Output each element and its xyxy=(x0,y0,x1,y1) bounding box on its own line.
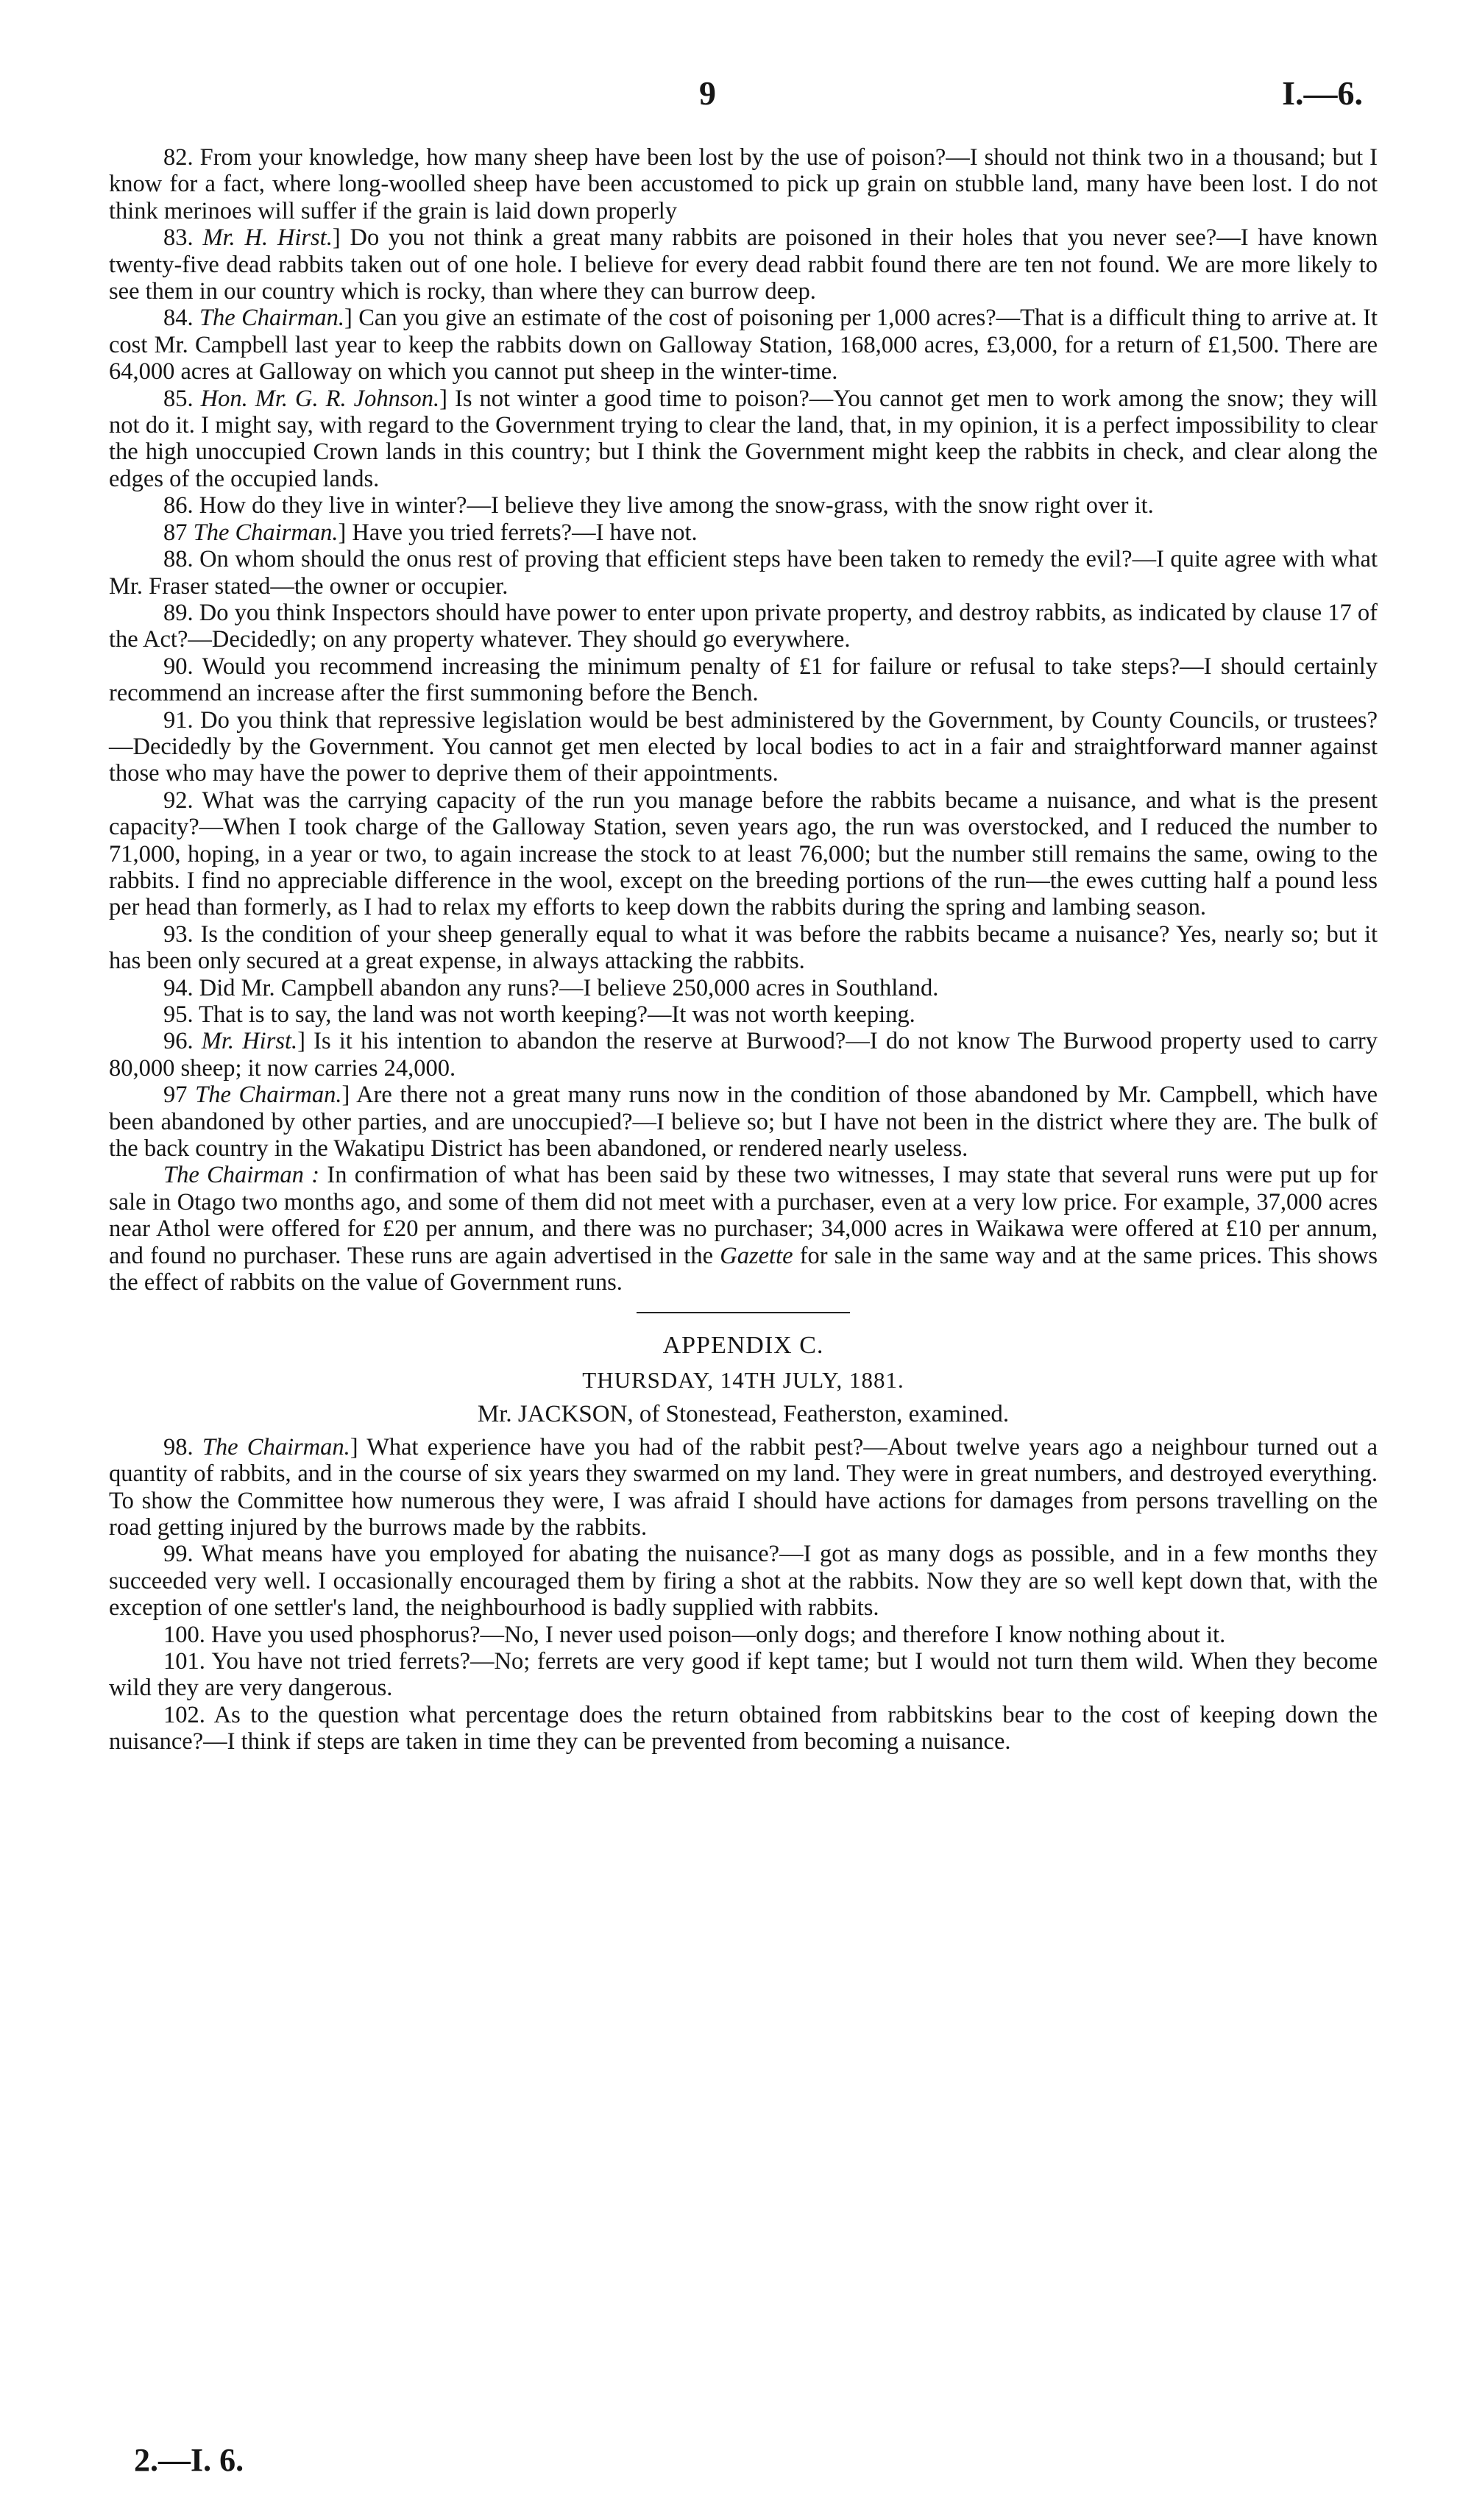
question-paragraph: 87 The Chairman.] Have you tried ferrets?—I have not. xyxy=(163,519,698,546)
signature-mark: 2.—I. 6. xyxy=(134,2442,244,2478)
document-body xyxy=(109,144,1378,1756)
question-paragraph: 83. Mr. H. Hirst.] Do you not think a great many rabbits are poisoned in their holes that you never see?—I have known twenty-five dead rabbits taken out of one hole. I believe for every dead rabbit found there are ten not found. We are more likely to see them in our country which is rocky, than where they can burrow deep. xyxy=(109,224,1378,305)
document-reference: I.—6. xyxy=(1282,74,1363,112)
appendix-date: THURSDAY, 14TH JULY, 1881. xyxy=(582,1366,904,1393)
appendix-title: APPENDIX C. xyxy=(662,1332,824,1360)
question-paragraph: 93. Is the condition of your sheep generally equal to what it was before the rabbits became a nuisance? Yes, nearly so; but it has been only secured at a great expense, in always attacking the rabbits. xyxy=(109,920,1378,975)
question-paragraph: 88. On whom should the onus rest of proving that efficient steps have been taken to remedy the evil?—I quite agree with what Mr. Fraser stated—the owner or occupier. xyxy=(109,546,1378,600)
paragraphs-bottom xyxy=(109,1434,1378,1756)
question-paragraph: 101. You have not tried ferrets?—No; ferrets are very good if kept tame; but I would not turn them wild. When they become wild they are very dangerous. xyxy=(109,1647,1378,1702)
paragraphs-top xyxy=(109,144,1378,1296)
question-paragraph: 84. The Chairman.] Can you give an estimate of the cost of poisoning per 1,000 acres?—That is a difficult thing to arrive at. It cost Mr. Campbell last year to keep the rabbits down on Galloway Station, 168,000 acres, £3,000, for a return of £1,500. There are 64,000 acres at Galloway on which you cannot put sheep in the winter-time. xyxy=(109,305,1378,386)
question-paragraph: 97 The Chairman.] Are there not a great many runs now in the condition of those abandoned by Mr. Campbell, which have been abandoned by other parties, and are unoccupied?—I believe so; but I have not been in the district where they are. The bulk of the back country in the Wakatipu District has been abandoned, or rendered nearly useless. xyxy=(109,1082,1378,1163)
section-divider xyxy=(637,1312,850,1313)
question-paragraph: 86. How do they live in winter?—I believe they live among the snow-grass, with the snow right over it. xyxy=(163,492,1154,519)
question-paragraph: 82. From your knowledge, how many sheep have been lost by the use of poison?—I should not think two in a thousand; but I know for a fact, where long-woolled sheep have been accustomed to pick up grain on stubble land, many have been lost. I do not think merinoes will suffer if the grain is laid down properly xyxy=(109,144,1378,224)
question-paragraph: 89. Do you think Inspectors should have power to enter upon private property, and destroy rabbits, as indicated by clause 17 of the Act?—Decidedly; on any property whatever. They should go everywhere. xyxy=(109,599,1378,653)
question-paragraph: 100. Have you used phosphorus?—No, I never used poison—only dogs; and therefore I know nothing about it. xyxy=(163,1621,1226,1648)
page-number: 9 xyxy=(699,74,716,112)
question-paragraph: 96. Mr. Hirst.] Is it his intention to abandon the reserve at Burwood?—I do not know The Burwood property used to carry 80,000 sheep; it now carries 24,000. xyxy=(109,1028,1378,1082)
question-paragraph: 98. The Chairman.] What experience have you had of the rabbit pest?—About twelve years ago a neighbour turned out a quantity of rabbits, and in the course of six years they swarmed on my land. They were in great numbers, and destroyed everything. To show the Committee how numerous they were, I was afraid I should have actions for damages from persons travelling on the road getting injured by the burrows made by the rabbits. xyxy=(109,1433,1378,1541)
witness-line: Mr. JACKSON, of Stonestead, Featherston, examined. xyxy=(477,1401,1010,1428)
question-paragraph: 99. What means have you employed for abating the nuisance?—I got as many dogs as possible, and in a few months they succeeded very well. I occasionally encouraged them by firing a shot at the rabbits. Now they are so well kept down that, with the exception of one settler's land, the neighbourhood is badly supplied with rabbits. xyxy=(109,1541,1378,1622)
question-paragraph: 91. Do you think that repressive legislation would be best administered by the Government, by County Councils, or trustees?—Decidedly by the Government. You cannot get men elected by local bodies to act in a fair and straightforward manner against those who may have the power to deprive them of their appointments. xyxy=(109,706,1378,787)
chairman-note: The Chairman : In confirmation of what has been said by these two witnesses, I may state that several runs were put up for sale in Otago two months ago, and some of them did not meet with a purchaser, even at a very low price. For example, 37,000 acres near Athol were offered for £20 per annum, and there was no purchaser; 34,000 acres in Waikawa were offered at £10 per annum, and found no purchaser. These runs are again advertised in the Gazette for sale in the same way and at the same prices. This shows the effect of rabbits on the value of Government runs. xyxy=(109,1162,1378,1296)
question-paragraph: 94. Did Mr. Campbell abandon any runs?—I believe 250,000 acres in Southland. xyxy=(163,974,939,1001)
question-paragraph: 95. That is to say, the land was not worth keeping?—It was not worth keeping. xyxy=(163,1001,915,1028)
question-paragraph: 92. What was the carrying capacity of the run you manage before the rabbits became a nuisance, and what is the present capacity?—When I took charge of the Galloway Station, seven years ago, the run was overstocked, and I reduced the number to 71,000, hoping, in a year or two, to again increase the stock to at least 76,000; but the number still remains the same, owing to the rabbits. I find no appreciable difference in the wool, except on the breeding portions of the run—the ewes cutting half a pound less per head than formerly, as I had to relax my efforts to keep down the rabbits during the spring and lambing season. xyxy=(109,787,1378,921)
question-paragraph: 85. Hon. Mr. G. R. Johnson.] Is not winter a good time to poison?—You cannot get men to work among the snow; they will not do it. I might say, with regard to the Government trying to clear the land, that, in my opinion, it is a perfect impossibility to clear the high unoccupied Crown lands in this country; but I think the Government might keep the rabbits in check, and clear along the edges of the occupied lands. xyxy=(109,385,1378,492)
question-paragraph: 90. Would you recommend increasing the minimum penalty of £1 for failure or refusal to take steps?—I should certainly recommend an increase after the first summoning before the Bench. xyxy=(109,653,1378,707)
question-paragraph: 102. As to the question what percentage does the return obtained from rabbitskins bear to the cost of keeping down the nuisance?—I think if steps are taken in time they can be prevented from becoming a nuisance. xyxy=(109,1701,1378,1756)
